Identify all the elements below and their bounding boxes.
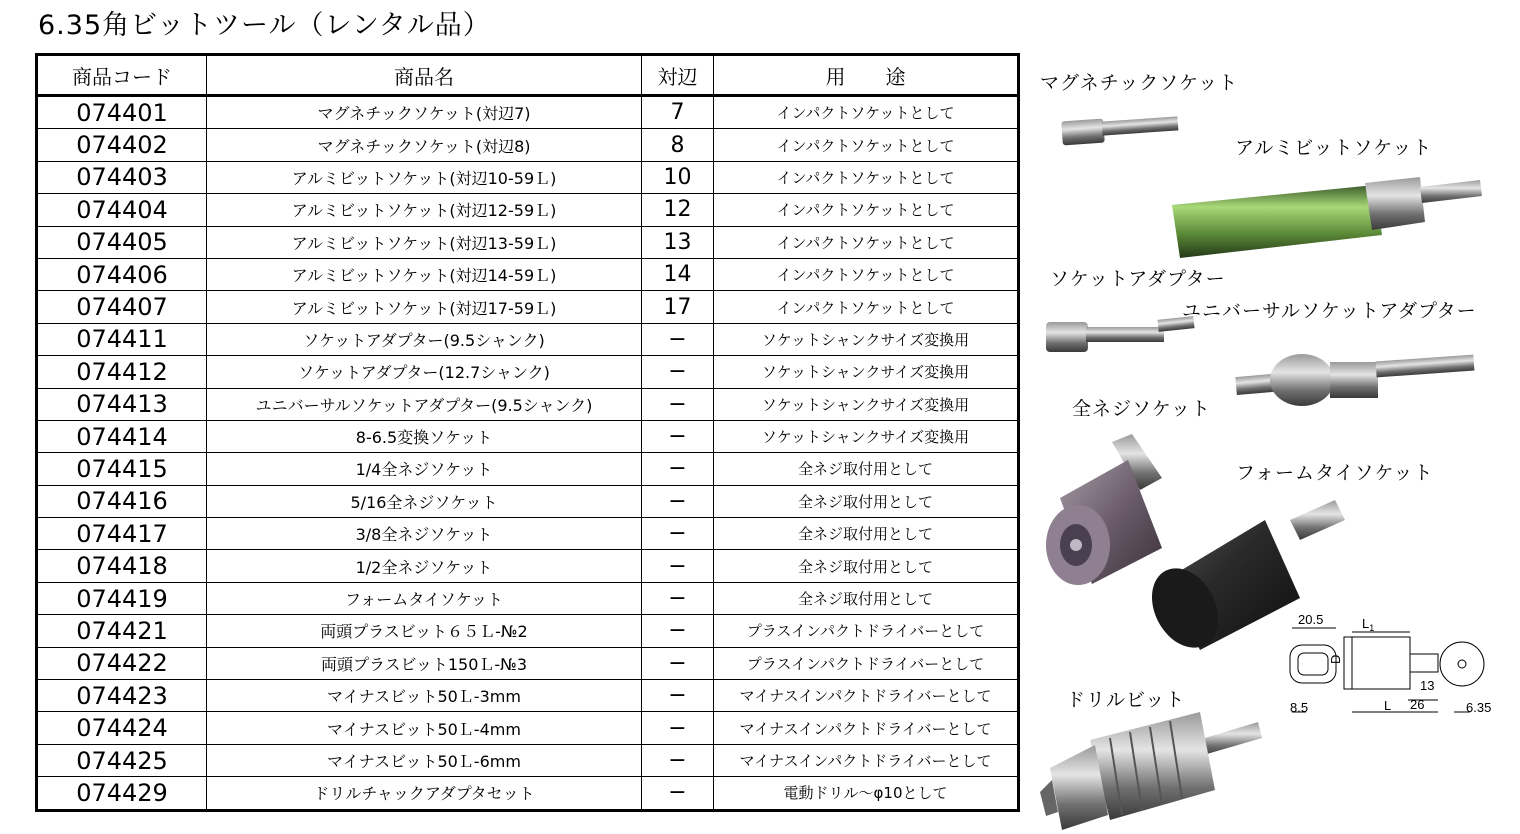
width-across-flats-cell: − xyxy=(642,453,714,485)
purpose-cell: インパクトソケットとして xyxy=(714,291,1019,323)
purpose-cell: ソケットシャンクサイズ変換用 xyxy=(714,388,1019,420)
product-name-cell: 5/16全ネジソケット xyxy=(207,485,642,517)
dim-l-label: L xyxy=(1384,698,1392,713)
purpose-cell: 全ネジ取付用として xyxy=(714,485,1019,517)
product-name-cell: ドリルチャックアダプタセット xyxy=(207,777,642,810)
dim-26-label: 26 xyxy=(1410,697,1425,712)
product-code-cell: 074411 xyxy=(37,323,207,355)
product-name-cell: 両頭プラスビット６５Ｌ-№2 xyxy=(207,615,642,647)
dim-d-label: D xyxy=(1328,654,1343,664)
product-code-cell: 074424 xyxy=(37,712,207,744)
label-full-thread-socket: 全ネジソケット xyxy=(1072,398,1211,420)
product-code-cell: 074429 xyxy=(37,777,207,810)
purpose-cell: プラスインパクトドライバーとして xyxy=(714,647,1019,679)
width-across-flats-cell: 12 xyxy=(642,194,714,226)
magnetic-socket-image xyxy=(1061,116,1178,145)
width-across-flats-cell: 17 xyxy=(642,291,714,323)
width-across-flats-cell: − xyxy=(642,777,714,810)
purpose-cell: インパクトソケットとして xyxy=(714,129,1019,161)
universal-socket-adapter-image xyxy=(1235,354,1474,406)
header-use: 用 途 xyxy=(714,55,1019,96)
product-name-cell: アルミビットソケット(対辺13-59Ｌ) xyxy=(207,226,642,258)
page-title: 6.35角ビットツール（レンタル品） xyxy=(38,10,491,41)
purpose-cell: 全ネジ取付用として xyxy=(714,453,1019,485)
label-socket-adapter: ソケットアダプター xyxy=(1050,268,1226,290)
product-name-cell: ソケットアダプター(9.5シャンク) xyxy=(207,323,642,355)
width-across-flats-cell: − xyxy=(642,712,714,744)
width-across-flats-cell: − xyxy=(642,388,714,420)
form-tie-socket-image xyxy=(1139,500,1345,659)
product-code-cell: 074402 xyxy=(37,129,207,161)
socket-adapter-image xyxy=(1046,316,1195,352)
product-name-cell: アルミビットソケット(対辺10-59Ｌ) xyxy=(207,161,642,193)
product-name-cell: マイナスビット50Ｌ-6mm xyxy=(207,744,642,776)
product-name-cell: ソケットアダプター(12.7シャンク) xyxy=(207,356,642,388)
product-code-cell: 074414 xyxy=(37,420,207,452)
product-code-cell: 074407 xyxy=(37,291,207,323)
dim-6-35-label: 6.35 xyxy=(1466,700,1492,715)
product-name-cell: アルミビットソケット(対辺14-59Ｌ) xyxy=(207,258,642,290)
aluminum-bit-socket-image xyxy=(1172,177,1482,258)
product-code-cell: 074422 xyxy=(37,647,207,679)
width-across-flats-cell: − xyxy=(642,680,714,712)
product-code-cell: 074405 xyxy=(37,226,207,258)
width-across-flats-cell: − xyxy=(642,485,714,517)
product-name-cell: マグネチックソケット(対辺8) xyxy=(207,129,642,161)
product-code-cell: 074415 xyxy=(37,453,207,485)
product-name-cell: アルミビットソケット(対辺17-59Ｌ) xyxy=(207,291,642,323)
purpose-cell: インパクトソケットとして xyxy=(714,96,1019,129)
purpose-cell: 全ネジ取付用として xyxy=(714,550,1019,582)
purpose-cell: マイナスインパクトドライバーとして xyxy=(714,680,1019,712)
product-code-cell: 074404 xyxy=(37,194,207,226)
purpose-cell: ソケットシャンクサイズ変換用 xyxy=(714,420,1019,452)
product-code-cell: 074401 xyxy=(37,96,207,129)
label-form-tie-socket: フォームタイソケット xyxy=(1236,462,1434,484)
product-name-cell: 3/8全ネジソケット xyxy=(207,518,642,550)
width-across-flats-cell: − xyxy=(642,518,714,550)
dim-l1-label: $L_1$ xyxy=(1362,616,1375,633)
product-code-cell: 074418 xyxy=(37,550,207,582)
width-across-flats-cell: 7 xyxy=(642,96,714,129)
drill-chuck-image xyxy=(1040,712,1262,830)
product-code-cell: 074406 xyxy=(37,258,207,290)
dimension-labels xyxy=(1290,612,1491,715)
width-across-flats-cell: − xyxy=(642,615,714,647)
product-code-cell: 074425 xyxy=(37,744,207,776)
purpose-cell: 全ネジ取付用として xyxy=(714,518,1019,550)
product-name-cell: 8-6.5変換ソケット xyxy=(207,420,642,452)
width-across-flats-cell: − xyxy=(642,550,714,582)
product-code-cell: 074412 xyxy=(37,356,207,388)
dim-8-5-label: 8.5 xyxy=(1290,700,1309,715)
header-code: 商品コード xyxy=(37,55,207,96)
label-magnetic-socket: マグネチックソケット xyxy=(1040,72,1239,94)
dim-20-5-label: 20.5 xyxy=(1298,612,1324,627)
width-across-flats-cell: 14 xyxy=(642,258,714,290)
purpose-cell: インパクトソケットとして xyxy=(714,258,1019,290)
purpose-cell: 全ネジ取付用として xyxy=(714,582,1019,614)
width-across-flats-cell: − xyxy=(642,647,714,679)
purpose-cell: マイナスインパクトドライバーとして xyxy=(714,744,1019,776)
product-name-cell: フォームタイソケット xyxy=(207,582,642,614)
product-code-cell: 074421 xyxy=(37,615,207,647)
product-name-cell: アルミビットソケット(対辺12-59Ｌ) xyxy=(207,194,642,226)
purpose-cell: インパクトソケットとして xyxy=(714,194,1019,226)
purpose-cell: マイナスインパクトドライバーとして xyxy=(714,712,1019,744)
product-code-cell: 074423 xyxy=(37,680,207,712)
purpose-cell: インパクトソケットとして xyxy=(714,226,1019,258)
product-name-cell: 1/2全ネジソケット xyxy=(207,550,642,582)
purpose-cell: プラスインパクトドライバーとして xyxy=(714,615,1019,647)
product-code-cell: 074403 xyxy=(37,161,207,193)
label-universal-socket-adapter: ユニバーサルソケットアダプター xyxy=(1182,300,1477,322)
product-name-cell: ユニバーサルソケットアダプター(9.5シャンク) xyxy=(207,388,642,420)
purpose-cell: ソケットシャンクサイズ変換用 xyxy=(714,356,1019,388)
label-aluminum-bit-socket: アルミビットソケット xyxy=(1235,137,1433,159)
width-across-flats-cell: 13 xyxy=(642,226,714,258)
width-across-flats-cell: − xyxy=(642,356,714,388)
width-across-flats-cell: − xyxy=(642,744,714,776)
product-name-cell: マイナスビット50Ｌ-4mm xyxy=(207,712,642,744)
product-name-cell: 両頭プラスビット150Ｌ-№3 xyxy=(207,647,642,679)
width-across-flats-cell: − xyxy=(642,420,714,452)
purpose-cell: 電動ドリル～φ10として xyxy=(714,777,1019,810)
width-across-flats-cell: − xyxy=(642,582,714,614)
header-name: 商品名 xyxy=(207,55,642,96)
product-code-cell: 074416 xyxy=(37,485,207,517)
label-drill-bit: ドリルビット xyxy=(1066,689,1186,711)
header-size: 対辺 xyxy=(642,55,714,96)
full-thread-socket-image xyxy=(1046,434,1162,585)
purpose-cell: インパクトソケットとして xyxy=(714,161,1019,193)
product-code-cell: 074419 xyxy=(37,582,207,614)
product-name-cell: 1/4全ネジソケット xyxy=(207,453,642,485)
width-across-flats-cell: − xyxy=(642,323,714,355)
product-name-cell: マグネチックソケット(対辺7) xyxy=(207,96,642,129)
dim-13-label: 13 xyxy=(1420,678,1435,693)
product-code-cell: 074413 xyxy=(37,388,207,420)
purpose-cell: ソケットシャンクサイズ変換用 xyxy=(714,323,1019,355)
width-across-flats-cell: 10 xyxy=(642,161,714,193)
product-name-cell: マイナスビット50Ｌ-3mm xyxy=(207,680,642,712)
product-code-cell: 074417 xyxy=(37,518,207,550)
width-across-flats-cell: 8 xyxy=(642,129,714,161)
